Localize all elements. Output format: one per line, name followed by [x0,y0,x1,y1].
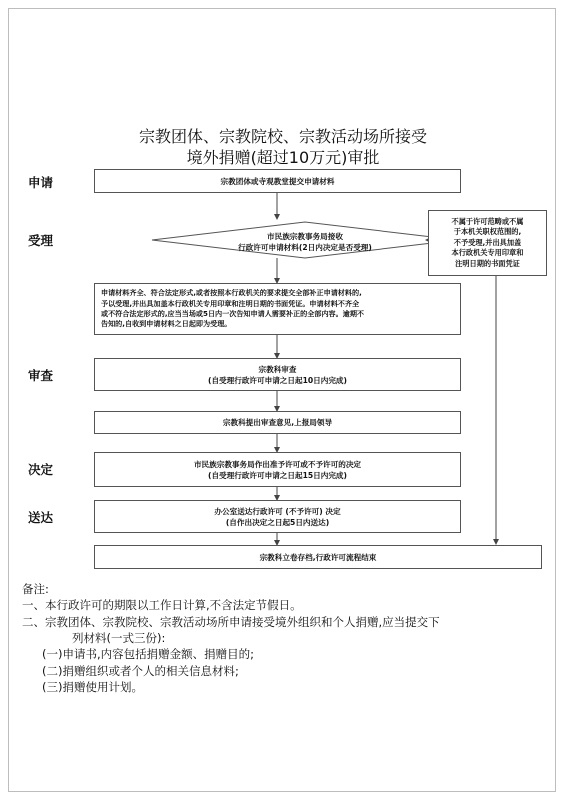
step-materials-line4: 告知的,自收到申请材料之日起即为受理。 [101,319,232,329]
notes-header: 备注: [22,582,49,596]
diagram-title-line2: 境外捐赠(超过10万元)审批 [186,148,380,167]
step-reject [428,210,547,276]
stage-review: 审查 [28,368,54,383]
note-sub-2: (二)捐赠组织或者个人的相关信息材料; [42,663,239,678]
step-review-line1: 宗教科审查 [258,364,297,374]
step-materials-line1: 申请材料齐全、符合法定形式,或者按照本行政机关的要求提交全部补正申请材料的, [101,288,362,298]
stage-accept: 受理 [28,233,54,248]
diagram-title-line1: 宗教团体、宗教院校、宗教活动场所接受 [138,127,427,146]
step-delivery-line2: (自作出决定之日起5日内送达) [225,517,330,527]
step-materials-line3: 或不符合法定形式的,应当当场或5日内一次告知申请人需要补正的全部内容。逾期不 [101,309,365,318]
stage-decide: 决定 [28,462,54,477]
step-reject-line4: 本行政机关专用印章和 [451,248,524,258]
step-opinion [94,411,461,434]
step-receive-line1: 市民族宗教事务局接收 [267,231,343,241]
step-decision-line2: (自受理行政许可申请之日起15日内完成) [207,470,347,480]
step-archive [94,545,542,569]
step-reject-line1: 不属于许可范畴或不属 [451,216,524,226]
stage-deliver: 送达 [28,510,54,525]
step-receive-line2: 行政许可申请材料(2日内决定是否受理) [238,243,372,252]
note-item-2-line2: 列材料(一式三份): [72,630,166,645]
step-submit-text: 宗教团体或寺观教堂提交申请材料 [220,176,335,186]
step-opinion-text: 宗教科提出审查意见,上报局领导 [222,418,333,427]
note-sub-3: (三)捐赠使用计划。 [42,679,143,694]
step-reject-line5: 注明日期的书面凭证 [455,258,520,268]
step-materials-line2: 予以受理,并出具加盖本行政机关专用印章和注明日期的书面凭证。申请材料不齐全 [101,298,360,308]
step-decision-line1: 市民族宗教事务局作出准予许可或不予许可的决定 [193,459,362,469]
step-review-line2: (自受理行政许可申请之日起10日内完成) [207,375,347,385]
note-sub-1: (一)申请书,内容包括捐赠金额、捐赠目的; [42,647,255,662]
step-delivery [94,500,461,533]
step-delivery-line1: 办公室送达行政许可 (不予许可) 决定 [214,506,341,516]
step-review [94,358,461,391]
note-item-1: 一、本行政许可的期限以工作日计算,不含法定节假日。 [22,598,302,613]
step-reject-line3: 不予受理,并出具加盖 [453,237,522,247]
step-receive [150,222,460,262]
stage-apply: 申请 [28,175,54,190]
note-item-2-line1: 二、宗教团体、宗教院校、宗教活动场所申请接受境外组织和个人捐赠,应当提交下 [22,614,440,629]
step-archive-text: 宗教科立卷存档,行政许可流程结束 [259,552,377,562]
notes-section [22,581,552,695]
step-reject-line2: 于本机关职权范围的, [453,227,522,237]
step-submit-materials [94,169,461,193]
step-materials-check [94,283,461,335]
step-decision [94,452,461,487]
